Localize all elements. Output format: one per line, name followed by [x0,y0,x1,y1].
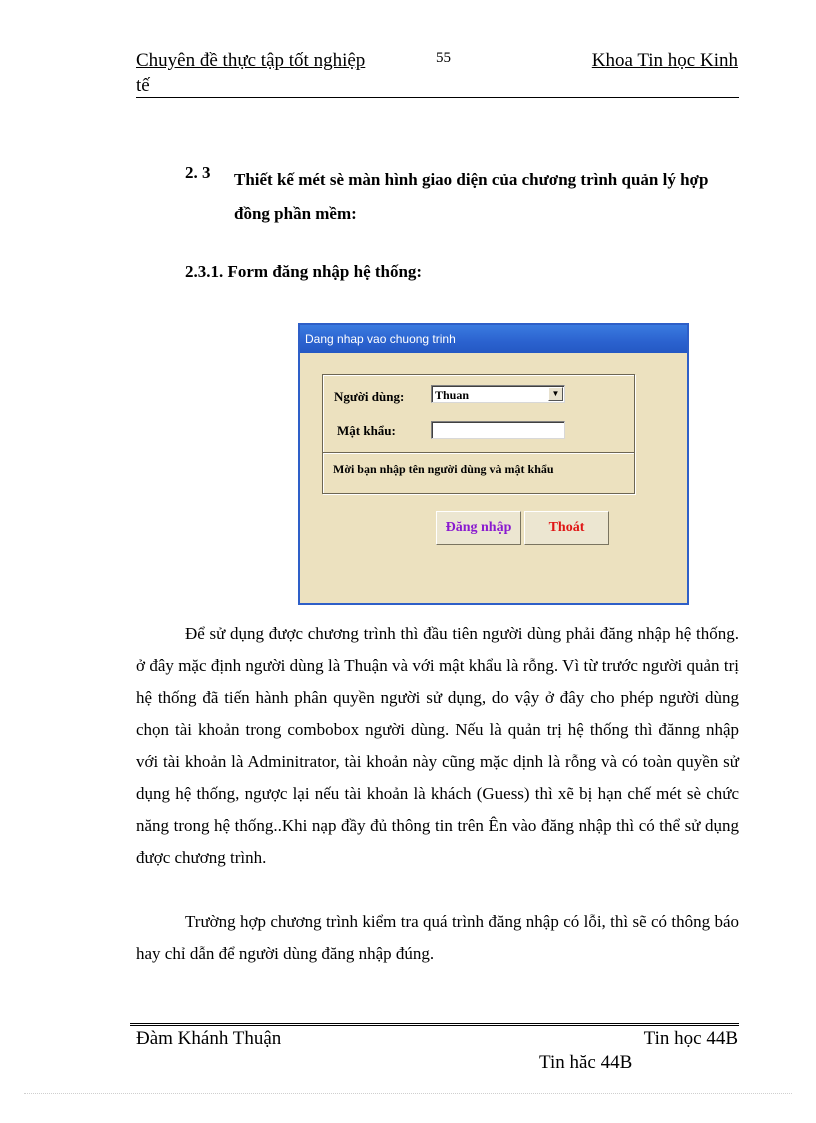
user-combobox[interactable] [431,385,565,403]
body-paragraph-2: Trường hợp chương trình kiểm tra quá trình đăng nhập có lỗi, thì sẽ có thông báo hay chỉ dẫn để người dùng đăng nhập đúng. [136,912,739,963]
prompt-message: Mời bạn nhập tên người dùng và mật khẩu [333,462,554,476]
credentials-group [322,374,635,494]
header-left-title: Chuyên đề thực tập tốt nghiệp [136,50,366,71]
footer-class-extra: Tin hăc 44B [539,1052,633,1073]
group-divider [323,452,634,454]
login-dialog [298,323,689,605]
header-right-title: Khoa Tin học Kinh [591,50,738,71]
exit-button[interactable]: Thoát [524,511,609,545]
page-number: 55 [436,50,451,66]
footer-author: Đàm Khánh Thuận [136,1028,282,1049]
password-label: Mật khẩu: [337,423,396,438]
password-input[interactable] [431,421,565,439]
body-paragraph-1: Để sử dụng được chương trình thì đầu tiên người dùng phải đăng nhập hệ thống. ở đây mặc định người dùng là Thuận và với mật khẩu là rỗng. Vì từ trước người quản trị hệ thống đã tiến hành phân quyền người sử dụng, do vậy ở đây cho phép người dùng chọn tài khoản trong combobox người dùng. Nếu là quản trị hệ thống thì đănng nhập với tài khoản là Adminitrator, tài khoản này cũng mặc dịnh là rỗng và có toàn quyền sử dụng hệ thống, ngược lại nếu tài khoản là khách (Guess) thì xẽ bị hạn chế mét sè chức năng trong hệ thống..Khi nạp đầy đủ thông tin trên Ên vào đăng nhập thì có thể sử dụng được chương trình. [136,624,739,867]
footer-rule [130,1023,739,1026]
chevron-down-icon[interactable]: ▼ [548,387,563,401]
user-combobox-value: Thuan [435,388,470,402]
user-label: Người dùng: [334,389,405,404]
footer-class: Tin học 44B [643,1028,738,1049]
header-rule [136,97,739,98]
section-number: 2. 3 [185,163,211,182]
page-bottom-divider [24,1093,792,1094]
dialog-title-bar: Dang nhap vao chuong trinh [300,325,687,353]
section-title: Thiết kế mét sè màn hình giao diện của chương trình quản lý hợp đồng phần mềm: [234,170,709,223]
header-left-continuation: tế [136,75,150,96]
login-button[interactable]: Đăng nhập [436,511,521,545]
subsection-title: 2.3.1. Form đăng nhập hệ thống: [185,262,423,281]
